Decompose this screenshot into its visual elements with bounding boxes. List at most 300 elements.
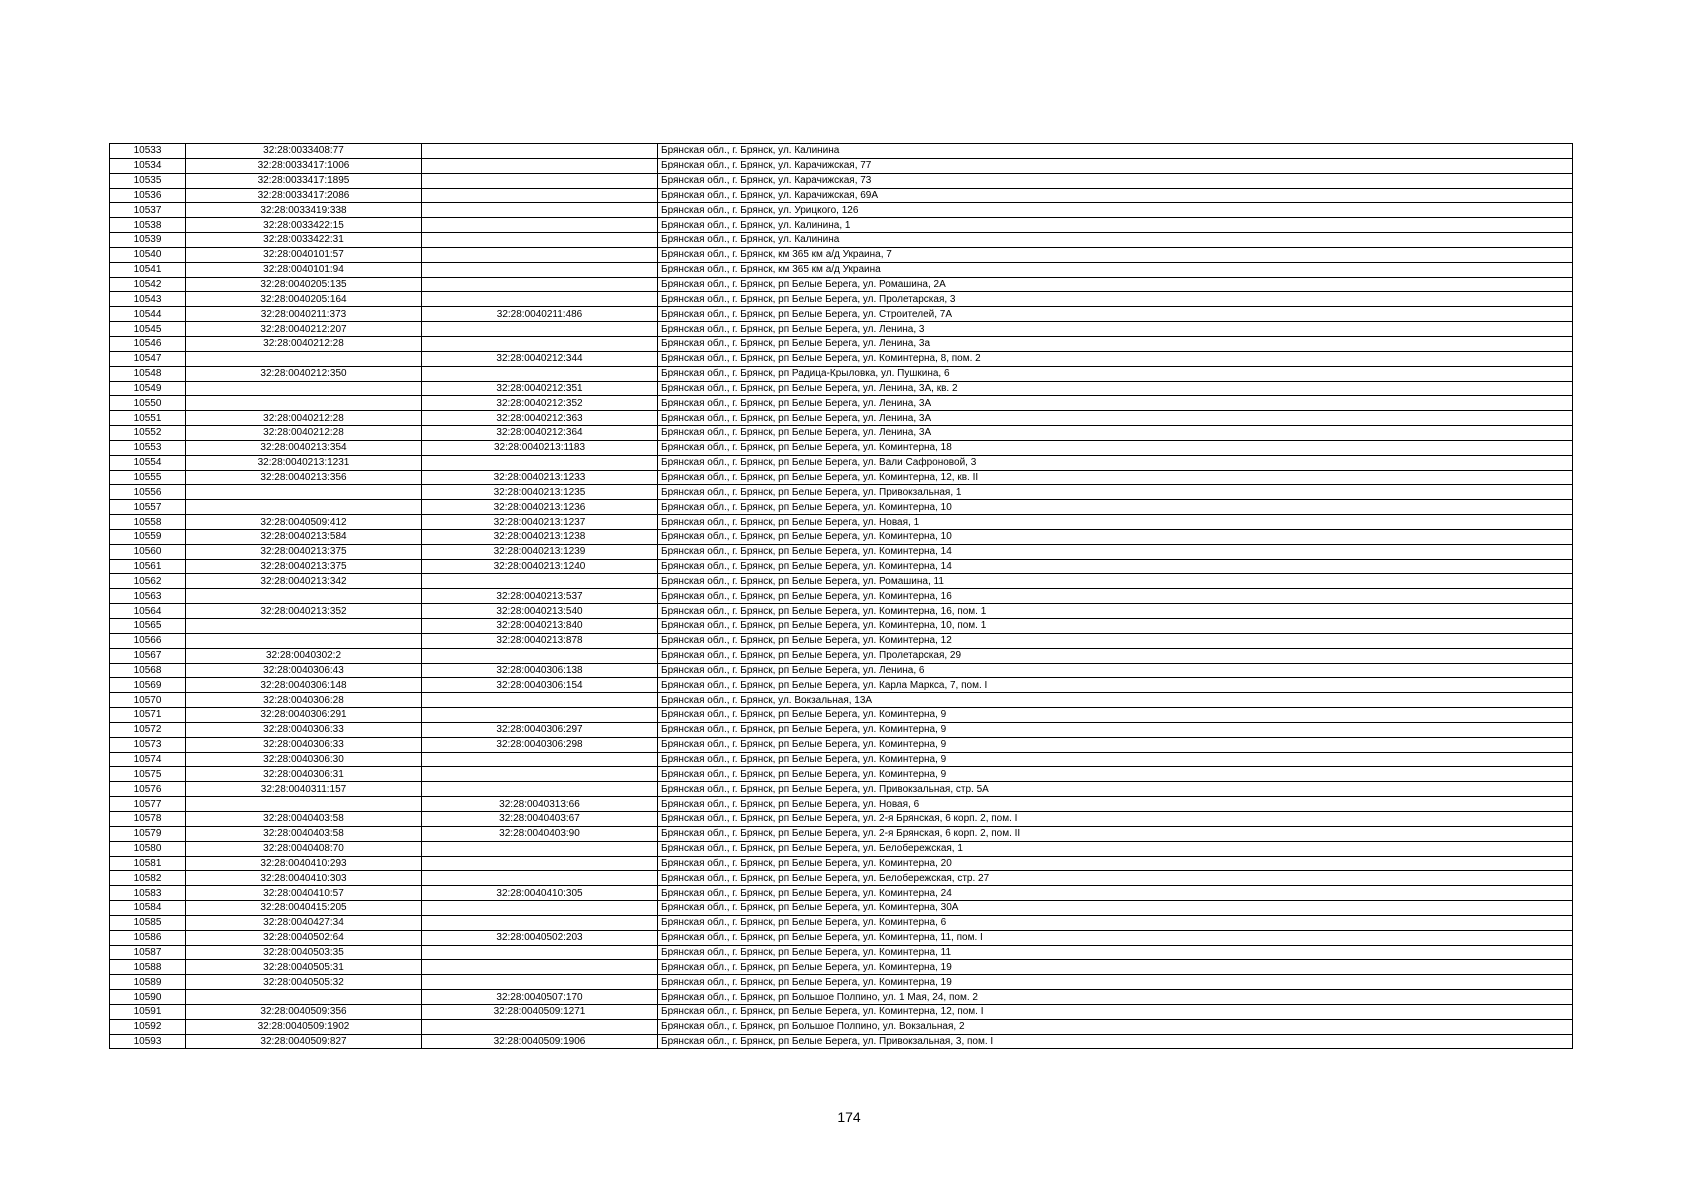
cadastral-number-cell: 32:28:0033417:1006 [186,158,422,173]
cadastral-number-cell: 32:28:0040509:827 [186,1034,422,1049]
address-cell: Брянская обл., г. Брянск, рп Белые Берега, ул. Коминтерна, 16, пом. 1 [658,604,1573,619]
related-cadastral-number-cell: 32:28:0040213:878 [422,633,658,648]
row-number-cell: 10559 [110,529,186,544]
row-number-cell: 10549 [110,381,186,396]
cadastral-number-cell: 32:28:0033422:15 [186,218,422,233]
cadastral-number-cell [186,381,422,396]
registry-table [109,143,1573,1049]
related-cadastral-number-cell [422,262,658,277]
related-cadastral-number-cell: 32:28:0040403:67 [422,811,658,826]
related-cadastral-number-cell [422,322,658,337]
cadastral-number-cell: 32:28:0040213:584 [186,529,422,544]
address-cell: Брянская обл., г. Брянск, рп Белые Берега, ул. Новая, 6 [658,797,1573,812]
row-number-cell: 10580 [110,841,186,856]
address-cell: Брянская обл., г. Брянск, рп Белые Берега, ул. Коминтерна, 9 [658,737,1573,752]
table-row [110,529,1573,544]
related-cadastral-number-cell: 32:28:0040211:486 [422,307,658,322]
cadastral-number-cell: 32:28:0040410:293 [186,856,422,871]
related-cadastral-number-cell [422,841,658,856]
address-cell: Брянская обл., г. Брянск, рп Белые Берега, ул. Привокзальная, стр. 5А [658,782,1573,797]
row-number-cell: 10564 [110,604,186,619]
row-number-cell: 10570 [110,693,186,708]
row-number-cell: 10555 [110,470,186,485]
address-cell: Брянская обл., г. Брянск, рп Белые Берега, ул. Ромашина, 2А [658,277,1573,292]
row-number-cell: 10566 [110,633,186,648]
row-number-cell: 10544 [110,307,186,322]
related-cadastral-number-cell: 32:28:0040509:1271 [422,1004,658,1019]
row-number-cell: 10590 [110,990,186,1005]
cadastral-number-cell: 32:28:0040306:31 [186,767,422,782]
row-number-cell: 10567 [110,648,186,663]
cadastral-number-cell [186,396,422,411]
cadastral-number-cell: 32:28:0040212:207 [186,322,422,337]
row-number-cell: 10560 [110,544,186,559]
related-cadastral-number-cell [422,975,658,990]
address-cell: Брянская обл., г. Брянск, рп Белые Берега, ул. Коминтерна, 10, пом. 1 [658,619,1573,634]
related-cadastral-number-cell [422,336,658,351]
table-row [110,722,1573,737]
address-cell: Брянская обл., г. Брянск, ул. Вокзальная, 13А [658,693,1573,708]
table-row [110,856,1573,871]
row-number-cell: 10554 [110,455,186,470]
row-number-cell: 10552 [110,426,186,441]
address-cell: Брянская обл., г. Брянск, рп Белые Берега, ул. Ленина, 3А [658,411,1573,426]
cadastral-number-cell: 32:28:0040427:34 [186,915,422,930]
cadastral-number-cell: 32:28:0040509:1902 [186,1019,422,1034]
row-number-cell: 10536 [110,188,186,203]
cadastral-number-cell: 32:28:0040306:148 [186,678,422,693]
row-number-cell: 10576 [110,782,186,797]
cadastral-number-cell: 32:28:0040205:135 [186,277,422,292]
related-cadastral-number-cell: 32:28:0040313:66 [422,797,658,812]
row-number-cell: 10538 [110,218,186,233]
address-cell: Брянская обл., г. Брянск, рп Белые Берега, ул. Привокзальная, 1 [658,485,1573,500]
related-cadastral-number-cell [422,752,658,767]
address-cell: Брянская обл., г. Брянск, рп Белые Берега, ул. Коминтерна, 9 [658,708,1573,723]
address-cell: Брянская обл., г. Брянск, ул. Карачижская, 77 [658,158,1573,173]
cadastral-number-cell: 32:28:0040306:28 [186,693,422,708]
cadastral-number-cell: 32:28:0040502:64 [186,930,422,945]
related-cadastral-number-cell [422,188,658,203]
cadastral-number-cell: 32:28:0040211:373 [186,307,422,322]
row-number-cell: 10545 [110,322,186,337]
cadastral-number-cell: 32:28:0040410:303 [186,871,422,886]
address-cell: Брянская обл., г. Брянск, ул. Карачижская, 73 [658,173,1573,188]
cadastral-number-cell [186,589,422,604]
row-number-cell: 10558 [110,515,186,530]
table-row [110,915,1573,930]
table-row [110,277,1573,292]
address-cell: Брянская обл., г. Брянск, рп Белые Берега, ул. Коминтерна, 19 [658,960,1573,975]
table-row [110,455,1573,470]
row-number-cell: 10543 [110,292,186,307]
related-cadastral-number-cell: 32:28:0040213:537 [422,589,658,604]
cadastral-number-cell: 32:28:0040213:354 [186,440,422,455]
related-cadastral-number-cell [422,945,658,960]
row-number-cell: 10584 [110,901,186,916]
cadastral-number-cell: 32:28:0033417:1895 [186,173,422,188]
cadastral-number-cell: 32:28:0033419:338 [186,203,422,218]
row-number-cell: 10556 [110,485,186,500]
address-cell: Брянская обл., г. Брянск, ул. Карачижская, 69А [658,188,1573,203]
address-cell: Брянская обл., г. Брянск, рп Радица-Крыловка, ул. Пушкина, 6 [658,366,1573,381]
address-cell: Брянская обл., г. Брянск, рп Большое Полпино, ул. 1 Мая, 24, пом. 2 [658,990,1573,1005]
cadastral-number-cell: 32:28:0040213:352 [186,604,422,619]
row-number-cell: 10582 [110,871,186,886]
cadastral-number-cell: 32:28:0040403:58 [186,811,422,826]
cadastral-number-cell: 32:28:0040213:342 [186,574,422,589]
row-number-cell: 10553 [110,440,186,455]
related-cadastral-number-cell: 32:28:0040213:540 [422,604,658,619]
cadastral-number-cell: 32:28:0040213:375 [186,544,422,559]
address-cell: Брянская обл., г. Брянск, рп Белые Берега, ул. 2-я Брянская, 6 корп. 2, пом. I [658,811,1573,826]
address-cell: Брянская обл., г. Брянск, рп Белые Берега, ул. Коминтерна, 11 [658,945,1573,960]
related-cadastral-number-cell [422,1019,658,1034]
address-cell: Брянская обл., г. Брянск, рп Белые Берега, ул. Белобережская, стр. 27 [658,871,1573,886]
address-cell: Брянская обл., г. Брянск, рп Белые Берега, ул. Коминтерна, 14 [658,544,1573,559]
address-cell: Брянская обл., г. Брянск, рп Белые Берега, ул. Коминтерна, 16 [658,589,1573,604]
row-number-cell: 10540 [110,247,186,262]
related-cadastral-number-cell: 32:28:0040306:298 [422,737,658,752]
related-cadastral-number-cell [422,218,658,233]
row-number-cell: 10581 [110,856,186,871]
address-cell: Брянская обл., г. Брянск, рп Белые Берега, ул. Ленина, 3а [658,336,1573,351]
related-cadastral-number-cell: 32:28:0040502:203 [422,930,658,945]
table-row [110,322,1573,337]
cadastral-number-cell [186,797,422,812]
row-number-cell: 10535 [110,173,186,188]
address-cell: Брянская обл., г. Брянск, рп Белые Берега, ул. Коминтерна, 10 [658,529,1573,544]
cadastral-number-cell: 32:28:0040306:33 [186,722,422,737]
cadastral-number-cell: 32:28:0040403:58 [186,826,422,841]
cadastral-number-cell: 32:28:0040212:350 [186,366,422,381]
related-cadastral-number-cell: 32:28:0040509:1906 [422,1034,658,1049]
address-cell: Брянская обл., г. Брянск, рп Белые Берега, ул. Ленина, 3 [658,322,1573,337]
table-row [110,826,1573,841]
cadastral-number-cell: 32:28:0040505:32 [186,975,422,990]
related-cadastral-number-cell: 32:28:0040213:1238 [422,529,658,544]
related-cadastral-number-cell [422,915,658,930]
cadastral-number-cell [186,485,422,500]
cadastral-number-cell [186,351,422,366]
related-cadastral-number-cell: 32:28:0040212:344 [422,351,658,366]
row-number-cell: 10562 [110,574,186,589]
address-cell: Брянская обл., г. Брянск, рп Белые Берега, ул. Коминтерна, 9 [658,752,1573,767]
address-cell: Брянская обл., г. Брянск, рп Белые Берега, ул. Строителей, 7А [658,307,1573,322]
address-cell: Брянская обл., г. Брянск, рп Белые Берега, ул. 2-я Брянская, 6 корп. 2, пом. II [658,826,1573,841]
related-cadastral-number-cell: 32:28:0040213:1235 [422,485,658,500]
cadastral-number-cell: 32:28:0040212:28 [186,411,422,426]
address-cell: Брянская обл., г. Брянск, км 365 км а/д Украина [658,262,1573,277]
table-row [110,604,1573,619]
cadastral-number-cell: 32:28:0033417:2086 [186,188,422,203]
row-number-cell: 10578 [110,811,186,826]
registry-table-body [110,144,1573,1049]
row-number-cell: 10561 [110,559,186,574]
row-number-cell: 10546 [110,336,186,351]
row-number-cell: 10557 [110,500,186,515]
table-row [110,1034,1573,1049]
address-cell: Брянская обл., г. Брянск, рп Белые Берега, ул. Пролетарская, 3 [658,292,1573,307]
table-row [110,767,1573,782]
table-row [110,1019,1573,1034]
related-cadastral-number-cell: 32:28:0040213:1233 [422,470,658,485]
address-cell: Брянская обл., г. Брянск, рп Белые Берега, ул. Коминтерна, 11, пом. I [658,930,1573,945]
address-cell: Брянская обл., г. Брянск, рп Белые Берега, ул. Коминтерна, 8, пом. 2 [658,351,1573,366]
cadastral-number-cell: 32:28:0040505:31 [186,960,422,975]
address-cell: Брянская обл., г. Брянск, рп Белые Берега, ул. Ленина, 3А [658,426,1573,441]
related-cadastral-number-cell [422,233,658,248]
related-cadastral-number-cell [422,292,658,307]
address-cell: Брянская обл., г. Брянск, рп Белые Берега, ул. Коминтерна, 9 [658,767,1573,782]
cadastral-number-cell: 32:28:0040408:70 [186,841,422,856]
address-cell: Брянская обл., г. Брянск, рп Белые Берега, ул. Новая, 1 [658,515,1573,530]
related-cadastral-number-cell: 32:28:0040212:351 [422,381,658,396]
row-number-cell: 10569 [110,678,186,693]
cadastral-number-cell: 32:28:0040205:164 [186,292,422,307]
table-row [110,426,1573,441]
table-row [110,930,1573,945]
address-cell: Брянская обл., г. Брянск, рп Белые Берега, ул. Ленина, 3А, кв. 2 [658,381,1573,396]
cadastral-number-cell: 32:28:0040302:2 [186,648,422,663]
address-cell: Брянская обл., г. Брянск, рп Белые Берега, ул. Коминтерна, 24 [658,886,1573,901]
row-number-cell: 10585 [110,915,186,930]
address-cell: Брянская обл., г. Брянск, рп Белые Берега, ул. Коминтерна, 9 [658,722,1573,737]
table-row [110,619,1573,634]
row-number-cell: 10574 [110,752,186,767]
table-row [110,752,1573,767]
table-row [110,247,1573,262]
related-cadastral-number-cell [422,158,658,173]
table-row [110,485,1573,500]
row-number-cell: 10583 [110,886,186,901]
cadastral-number-cell: 32:28:0040213:1231 [186,455,422,470]
address-cell: Брянская обл., г. Брянск, рп Белые Берега, ул. Коминтерна, 20 [658,856,1573,871]
address-cell: Брянская обл., г. Брянск, км 365 км а/д Украина, 7 [658,247,1573,262]
table-row [110,292,1573,307]
address-cell: Брянская обл., г. Брянск, рп Белые Берега, ул. Коминтерна, 14 [658,559,1573,574]
cadastral-number-cell: 32:28:0040509:356 [186,1004,422,1019]
cadastral-number-cell: 32:28:0040306:43 [186,663,422,678]
table-row [110,589,1573,604]
table-row [110,188,1573,203]
row-number-cell: 10539 [110,233,186,248]
address-cell: Брянская обл., г. Брянск, рп Белые Берега, ул. Коминтерна, 12 [658,633,1573,648]
table-row [110,886,1573,901]
table-row [110,440,1573,455]
row-number-cell: 10542 [110,277,186,292]
row-number-cell: 10579 [110,826,186,841]
address-cell: Брянская обл., г. Брянск, рп Белые Берега, ул. Коминтерна, 12, кв. II [658,470,1573,485]
table-row [110,381,1573,396]
table-row [110,500,1573,515]
table-row [110,841,1573,856]
table-row [110,797,1573,812]
table-row [110,960,1573,975]
page-number: 174 [837,1109,861,1125]
cadastral-number-cell [186,500,422,515]
related-cadastral-number-cell [422,247,658,262]
row-number-cell: 10587 [110,945,186,960]
table-row [110,515,1573,530]
row-number-cell: 10563 [110,589,186,604]
table-row [110,1004,1573,1019]
cadastral-number-cell: 32:28:0040212:28 [186,426,422,441]
address-cell: Брянская обл., г. Брянск, рп Белые Берега, ул. Ромашина, 11 [658,574,1573,589]
table-row [110,351,1573,366]
table-row [110,811,1573,826]
row-number-cell: 10533 [110,144,186,159]
cadastral-number-cell: 32:28:0040311:157 [186,782,422,797]
related-cadastral-number-cell [422,648,658,663]
related-cadastral-number-cell: 32:28:0040306:154 [422,678,658,693]
related-cadastral-number-cell [422,455,658,470]
cadastral-number-cell: 32:28:0040410:57 [186,886,422,901]
table-row [110,990,1573,1005]
address-cell: Брянская обл., г. Брянск, рп Белые Берега, ул. Коминтерна, 10 [658,500,1573,515]
related-cadastral-number-cell [422,708,658,723]
related-cadastral-number-cell: 32:28:0040403:90 [422,826,658,841]
table-row [110,648,1573,663]
row-number-cell: 10577 [110,797,186,812]
related-cadastral-number-cell [422,366,658,381]
address-cell: Брянская обл., г. Брянск, ул. Калинина, 1 [658,218,1573,233]
cadastral-number-cell: 32:28:0040213:356 [186,470,422,485]
row-number-cell: 10575 [110,767,186,782]
row-number-cell: 10591 [110,1004,186,1019]
cadastral-number-cell: 32:28:0040213:375 [186,559,422,574]
address-cell: Брянская обл., г. Брянск, ул. Калинина [658,144,1573,159]
cadastral-number-cell: 32:28:0040415:205 [186,901,422,916]
table-row [110,901,1573,916]
related-cadastral-number-cell [422,173,658,188]
address-cell: Брянская обл., г. Брянск, ул. Калинина [658,233,1573,248]
table-row [110,737,1573,752]
address-cell: Брянская обл., г. Брянск, рп Большое Полпино, ул. Вокзальная, 2 [658,1019,1573,1034]
address-cell: Брянская обл., г. Брянск, рп Белые Берега, ул. Ленина, 6 [658,663,1573,678]
table-row [110,158,1573,173]
address-cell: Брянская обл., г. Брянск, рп Белые Берега, ул. Коминтерна, 18 [658,440,1573,455]
related-cadastral-number-cell [422,144,658,159]
related-cadastral-number-cell [422,782,658,797]
address-cell: Брянская обл., г. Брянск, рп Белые Берега, ул. Пролетарская, 29 [658,648,1573,663]
cadastral-number-cell: 32:28:0040509:412 [186,515,422,530]
table-row [110,144,1573,159]
table-row [110,544,1573,559]
cadastral-number-cell: 32:28:0040503:35 [186,945,422,960]
table-row [110,633,1573,648]
related-cadastral-number-cell: 32:28:0040306:297 [422,722,658,737]
cadastral-number-cell [186,990,422,1005]
related-cadastral-number-cell: 32:28:0040212:363 [422,411,658,426]
cadastral-number-cell: 32:28:0040101:94 [186,262,422,277]
related-cadastral-number-cell [422,901,658,916]
table-row [110,262,1573,277]
table-row [110,470,1573,485]
row-number-cell: 10589 [110,975,186,990]
row-number-cell: 10537 [110,203,186,218]
table-row [110,336,1573,351]
table-row [110,945,1573,960]
row-number-cell: 10534 [110,158,186,173]
address-cell: Брянская обл., г. Брянск, ул. Урицкого, 126 [658,203,1573,218]
address-cell: Брянская обл., г. Брянск, рп Белые Берега, ул. Коминтерна, 30А [658,901,1573,916]
related-cadastral-number-cell: 32:28:0040213:1183 [422,440,658,455]
table-row [110,663,1573,678]
table-row [110,396,1573,411]
related-cadastral-number-cell [422,856,658,871]
cadastral-number-cell [186,633,422,648]
cadastral-number-cell: 32:28:0033408:77 [186,144,422,159]
row-number-cell: 10547 [110,351,186,366]
address-cell: Брянская обл., г. Брянск, рп Белые Берега, ул. Коминтерна, 19 [658,975,1573,990]
row-number-cell: 10571 [110,708,186,723]
row-number-cell: 10551 [110,411,186,426]
related-cadastral-number-cell [422,871,658,886]
row-number-cell: 10573 [110,737,186,752]
related-cadastral-number-cell: 32:28:0040213:840 [422,619,658,634]
related-cadastral-number-cell: 32:28:0040213:1237 [422,515,658,530]
address-cell: Брянская обл., г. Брянск, рп Белые Берега, ул. Коминтерна, 6 [658,915,1573,930]
row-number-cell: 10568 [110,663,186,678]
table-row [110,203,1573,218]
table-row [110,871,1573,886]
table-row [110,366,1573,381]
row-number-cell: 10548 [110,366,186,381]
address-cell: Брянская обл., г. Брянск, рп Белые Берега, ул. Карла Маркса, 7, пом. I [658,678,1573,693]
table-row [110,307,1573,322]
related-cadastral-number-cell: 32:28:0040410:305 [422,886,658,901]
row-number-cell: 10565 [110,619,186,634]
table-row [110,218,1573,233]
table-row [110,975,1573,990]
cadastral-number-cell: 32:28:0040306:33 [186,737,422,752]
table-row [110,411,1573,426]
address-cell: Брянская обл., г. Брянск, рп Белые Берега, ул. Коминтерна, 12, пом. I [658,1004,1573,1019]
related-cadastral-number-cell: 32:28:0040213:1240 [422,559,658,574]
related-cadastral-number-cell [422,277,658,292]
related-cadastral-number-cell [422,574,658,589]
address-cell: Брянская обл., г. Брянск, рп Белые Берега, ул. Вали Сафроновой, 3 [658,455,1573,470]
cadastral-number-cell: 32:28:0040212:28 [186,336,422,351]
table-row [110,233,1573,248]
row-number-cell: 10593 [110,1034,186,1049]
row-number-cell: 10588 [110,960,186,975]
related-cadastral-number-cell [422,767,658,782]
row-number-cell: 10592 [110,1019,186,1034]
address-cell: Брянская обл., г. Брянск, рп Белые Берега, ул. Ленина, 3А [658,396,1573,411]
related-cadastral-number-cell [422,693,658,708]
row-number-cell: 10586 [110,930,186,945]
related-cadastral-number-cell: 32:28:0040212:352 [422,396,658,411]
related-cadastral-number-cell: 32:28:0040507:170 [422,990,658,1005]
cadastral-number-cell: 32:28:0040306:30 [186,752,422,767]
related-cadastral-number-cell [422,203,658,218]
related-cadastral-number-cell [422,960,658,975]
table-row [110,693,1573,708]
address-cell: Брянская обл., г. Брянск, рп Белые Берега, ул. Белобережская, 1 [658,841,1573,856]
table-row [110,559,1573,574]
row-number-cell: 10572 [110,722,186,737]
table-row [110,678,1573,693]
related-cadastral-number-cell: 32:28:0040212:364 [422,426,658,441]
table-row [110,574,1573,589]
address-cell: Брянская обл., г. Брянск, рп Белые Берега, ул. Привокзальная, 3, пом. I [658,1034,1573,1049]
related-cadastral-number-cell: 32:28:0040213:1236 [422,500,658,515]
row-number-cell: 10550 [110,396,186,411]
cadastral-number-cell: 32:28:0033422:31 [186,233,422,248]
row-number-cell: 10541 [110,262,186,277]
